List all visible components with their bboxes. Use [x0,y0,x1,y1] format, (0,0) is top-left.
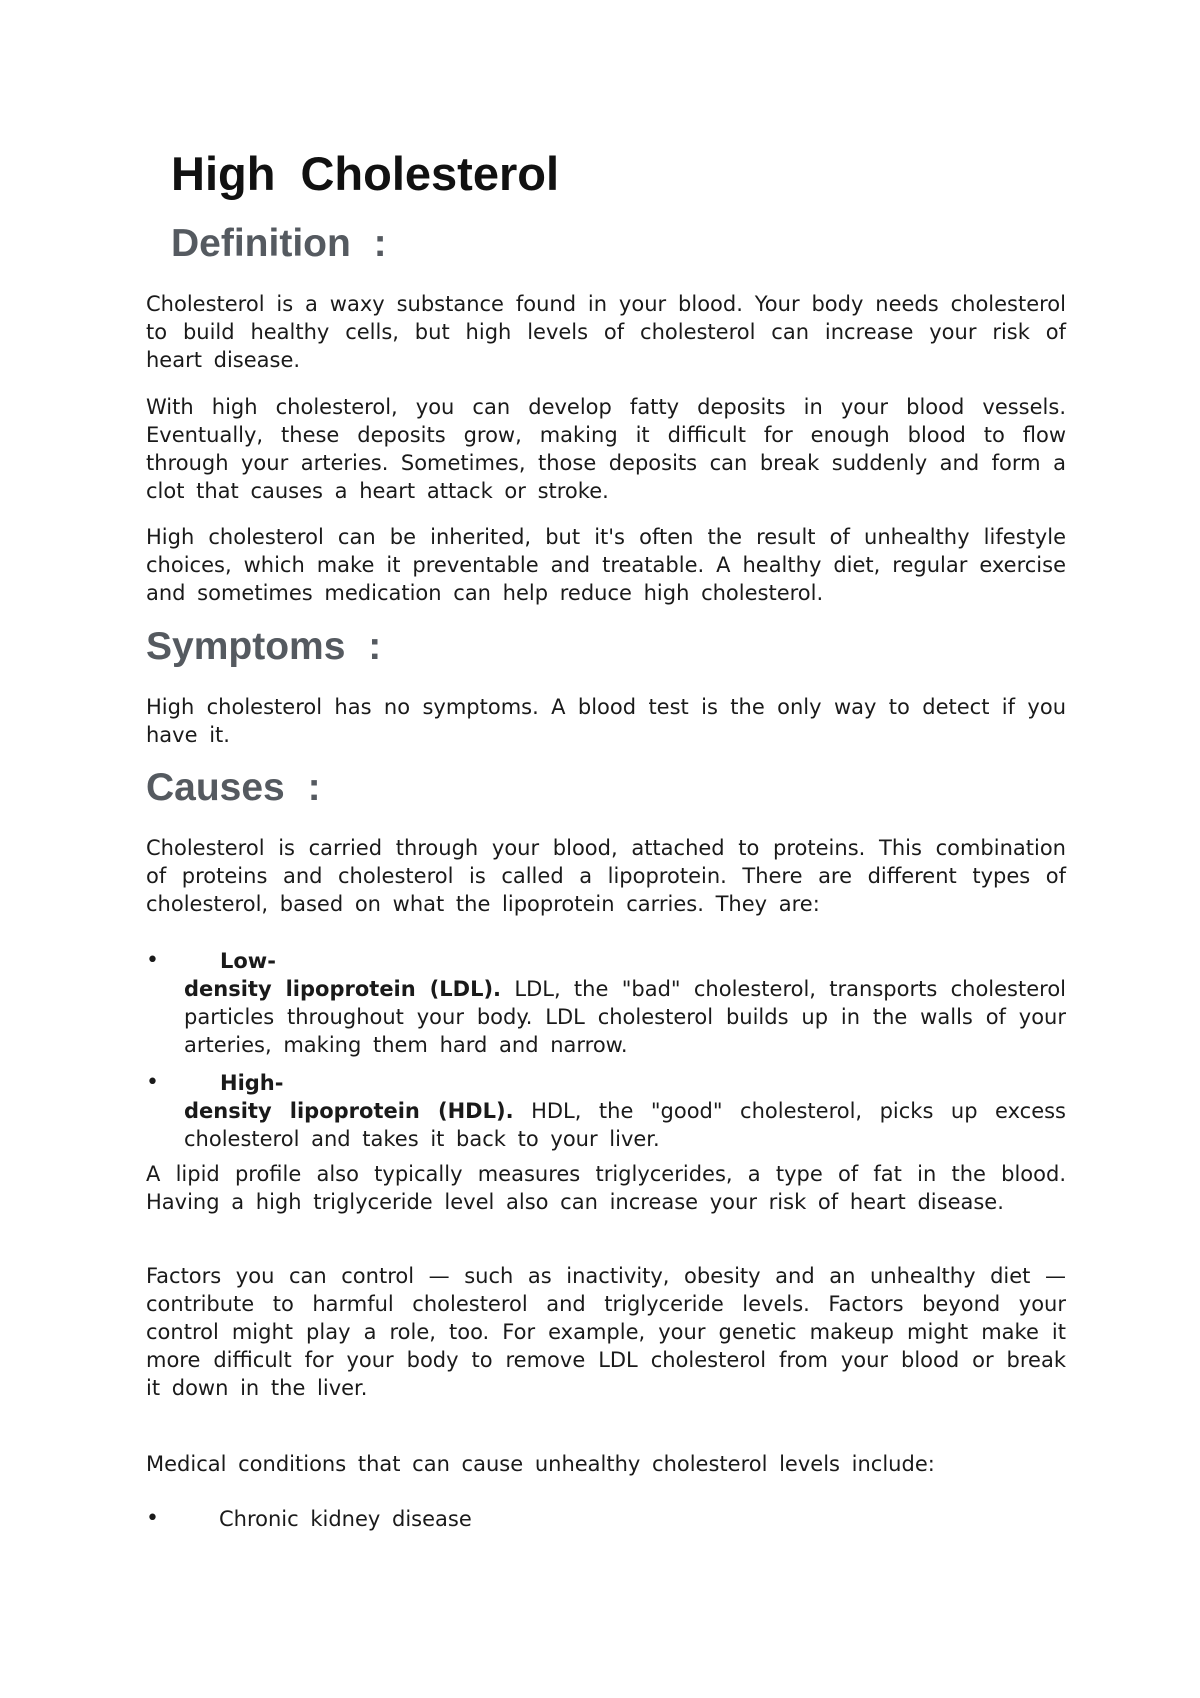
definition-paragraph-2: With high cholesterol, you can develop fatty deposits in your blood vessels. Eventually, these deposits grow, making it difficult for enough blood to flow through your arteries. Sometimes, those deposits can break suddenly and form a clot that causes a heart attack or stroke. [146,395,1066,503]
conditions-intro: Medical conditions that can cause unhealthy cholesterol levels include: [146,1452,935,1476]
condition-label: Chronic kidney disease [219,1507,472,1531]
bullet-icon: • [146,1070,159,1095]
symptoms-paragraph: High cholesterol has no symptoms. A blood test is the only way to detect if you have it. [146,695,1066,747]
causes-intro: Cholesterol is carried through your blood, attached to proteins. This combination of proteins and cholesterol is called a lipoprotein. There are different types of cholesterol, based on what the lipoprotein carries. They are: [146,836,1066,916]
definition-heading: Definition : [171,222,387,265]
symptoms-heading: Symptoms : [146,625,382,668]
hdl-term: density lipoprotein (HDL). [184,1099,514,1123]
list-item-hdl [146,1069,1066,1153]
ldl-term: density lipoprotein (LDL). [184,977,502,1001]
list-item-ldl [146,947,1066,1059]
hdl-description: HDL, the "good" cholesterol, picks up excess cholesterol and takes it back to your liver. [184,1099,1066,1151]
bullet-icon: • [146,1506,159,1531]
causes-heading: Causes : [146,766,321,809]
ldl-description: LDL, the "bad" cholesterol, transports cholesterol particles throughout your body. LDL cholesterol builds up in the walls of your arteries, making them hard and narrow. [184,977,1066,1057]
ldl-lead: Low- [220,949,276,973]
bullet-icon: • [146,948,159,973]
triglycerides-paragraph: A lipid profile also typically measures triglycerides, a type of fat in the blood. Having a high triglyceride level also can increase your risk of heart disease. [146,1162,1066,1214]
definition-paragraph-1: Cholesterol is a waxy substance found in your blood. Your body needs cholesterol to build healthy cells, but high levels of cholesterol can increase your risk of heart disease. [146,292,1066,372]
page-title: High Cholesterol [171,147,560,200]
factors-paragraph: Factors you can control — such as inactivity, obesity and an unhealthy diet — contribute to harmful cholesterol and triglyceride levels. Factors beyond your control might play a role, too. For example, your genetic makeup might make it more difficult for your body to remove LDL cholesterol from your blood or break it down in the liver. [146,1264,1066,1400]
hdl-lead: High- [220,1071,284,1095]
definition-paragraph-3: High cholesterol can be inherited, but it's often the result of unhealthy lifestyle choices, which make it preventable and treatable. A healthy diet, regular exercise and sometimes medication can help reduce high cholesterol. [146,525,1066,605]
